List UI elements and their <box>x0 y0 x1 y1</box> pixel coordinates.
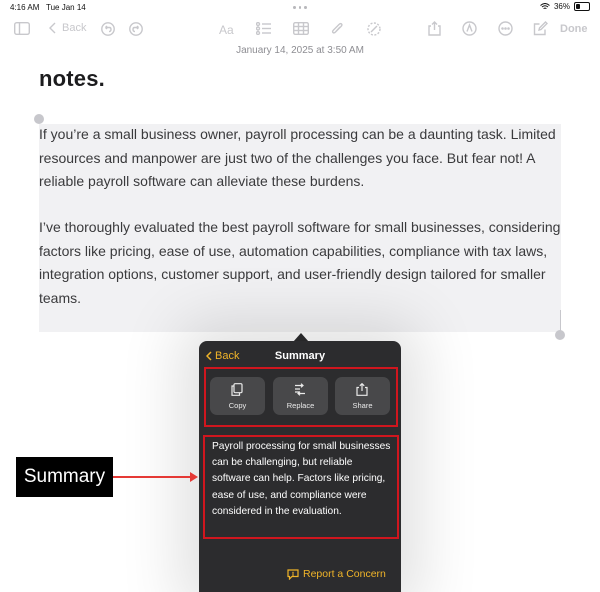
note-paragraph-2[interactable]: I’ve thoroughly evaluated the best payroll software for small businesses, considering factors like pricing, ease of use, automation capabilities, compliance with tax laws, integration options, customer support, and user-friendly design tailored for smaller teams. <box>39 219 561 306</box>
replace-label: Replace <box>286 401 315 410</box>
navigate-icon[interactable] <box>462 21 477 36</box>
copy-button[interactable] <box>210 377 265 415</box>
share-icon[interactable] <box>428 21 441 36</box>
summary-text[interactable]: Payroll processing for small businesses can be challenging, but reliable software can help. Factors like pricing, ease of use, and compliance were considered in the evaluation. <box>212 441 391 517</box>
callout-arrow-line <box>113 476 193 478</box>
more-options-icon[interactable] <box>498 21 513 36</box>
toolbar <box>0 16 600 46</box>
format-icon: Aa <box>219 23 234 37</box>
note-paragraph-1[interactable]: If you’re a small business owner, payroll processing can be a daunting task. Limited resources and manpower are just two of the challenges you face. But fear not! A reliable payroll software can alleviate these burdens. <box>39 126 556 189</box>
markup-icon[interactable] <box>366 21 382 37</box>
report-concern-button[interactable] <box>287 568 386 580</box>
callout-arrow-head <box>190 472 198 482</box>
checklist-icon[interactable] <box>256 22 272 35</box>
done-label: Done <box>560 23 588 35</box>
report-label: Report a Concern <box>303 568 386 580</box>
attachment-icon[interactable] <box>331 22 343 36</box>
actions-highlight-box <box>204 367 398 427</box>
popover-title: Summary <box>274 350 326 362</box>
replace-button[interactable] <box>273 377 328 415</box>
back-button[interactable] <box>49 22 86 34</box>
summary-highlight-box <box>203 435 399 539</box>
table-icon[interactable] <box>293 22 309 35</box>
copy-icon <box>231 383 243 396</box>
format-button[interactable] <box>219 23 234 37</box>
note-title: notes. <box>39 66 105 91</box>
chevron-left-icon <box>49 22 56 34</box>
done-button[interactable] <box>560 23 588 35</box>
multitasking-dots-icon[interactable] <box>293 6 307 9</box>
compose-icon[interactable] <box>533 21 548 36</box>
popover-back-label: Back <box>215 350 240 362</box>
note-timestamp: January 14, 2025 at 3:50 AM <box>236 45 364 56</box>
battery-percent: 36% <box>553 2 570 11</box>
share-label: Share <box>352 401 373 410</box>
sidebar-toggle-icon[interactable] <box>14 22 30 35</box>
replace-icon <box>294 383 306 396</box>
status-time: 4:16 AM <box>10 3 40 12</box>
copy-label: Copy <box>228 401 247 410</box>
summary-callout-label: Summary <box>16 457 113 497</box>
share-icon <box>356 383 368 396</box>
summary-popover <box>199 341 401 592</box>
selection-handle-end[interactable] <box>555 330 565 340</box>
wifi-icon <box>540 3 550 10</box>
share-button[interactable] <box>335 377 390 415</box>
undo-icon[interactable] <box>101 22 115 36</box>
report-icon <box>287 569 299 580</box>
back-label: Back <box>62 22 87 34</box>
status-right <box>540 2 590 11</box>
battery-icon <box>574 2 590 11</box>
redo-icon[interactable] <box>129 22 143 36</box>
status-date: Tue Jan 14 <box>46 3 86 12</box>
